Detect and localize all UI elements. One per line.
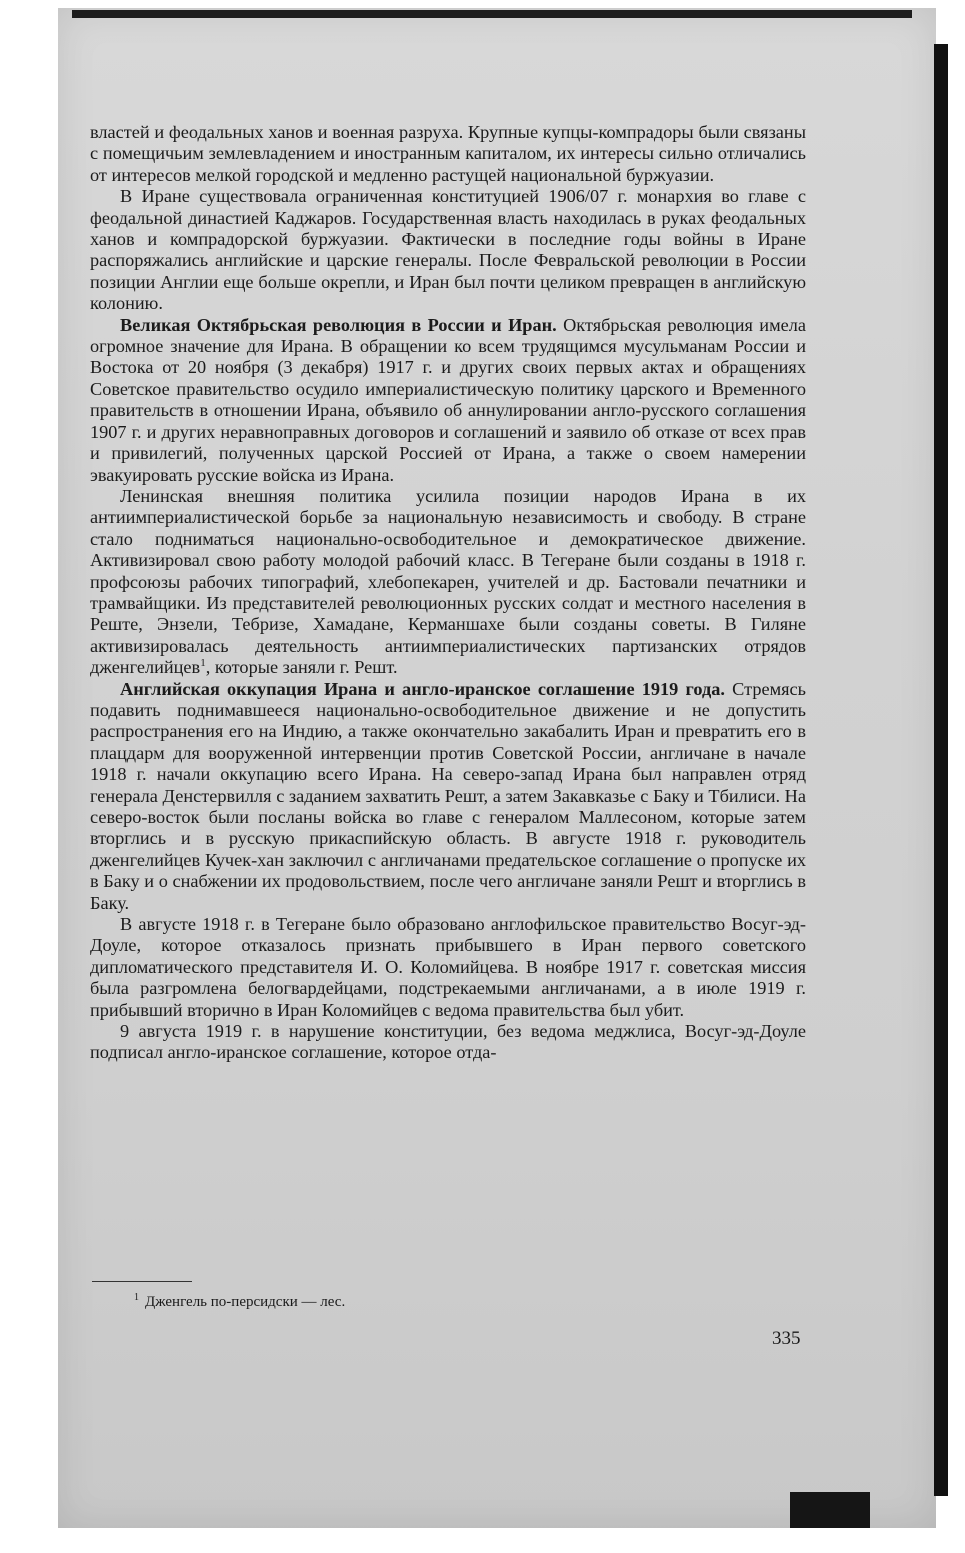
paragraph-5: Английская оккупация Ирана и англо-иранское соглашение 1919 года. Стремясь подавить поднимавшееся национально-освободительное движение и не допустить распространения его на Индию, а также окончательно закабалить Иран и превратить его в плацдарм для вооруженной интервенции против Советской России, англичане в начале 1918 г. начали оккупацию всего Ирана. На северо-запад Ирана был направлен отряд генерала Денстервилля с заданием захватить Решт, а затем Закавказье с Баку и Тбилиси. На северо-восток были посланы войска во главе с генералом Маллесоном, которые затем вторглись и в русскую прикаспийскую область. В августе 1918 г. руководитель дженгелийцев Кучек-хан заключил с англичанами предательское соглашение о пропуске их в Баку и о снабжении их продовольствием, после чего англичане заняли Решт и вторглись в Баку.	[90, 678, 807, 913]
paragraph-3: Великая Октябрьская революция в России и Иран. Октябрьская революция имела огромное значение для Ирана. В обращении ко всем трудящимся мусульманам России и Востока от 20 ноября (3 декабря) 1917 г. и других своих первых актах и обращениях Советское правительство осудило империалистическую политику царского и Временного правительств в отношении Ирана, объявило об аннулировании англо-русского соглашения 1907 г. и других неравноправных договоров и соглашений и заявило об отказе от всех прав и привилегий, полученных царской Россией от Ирана, а также о своем намерении эвакуировать русские войска из Ирана.	[90, 314, 807, 485]
paragraph-4: Ленинская внешняя политика усилила позиции народов Ирана в их антиимпериалистической борьбе за национальную независимость и свободу. В стране стало подниматься национально-освободительное и демократическое движение. Активизировал свою работу молодой рабочий класс. В Тегеране были созданы в 1918 г. профсоюзы рабочих типографий, хлебопекарен, учителей и др. Бастовали печатники и трамвайщики. Из представителей революционных русских солдат и местного населения в Реште, Энзели, Тебризе, Хамадане, Керманшахе были созданы советы. В Гиляне активизировалась деятельность антиимпериалистических партизанских отрядов дженгелийцев$^1$, которые заняли г. Решт.	[90, 485, 806, 678]
footnote-text: Дженгель по-персидски — лес.	[145, 1294, 346, 1310]
footnote-ref: 1	[200, 657, 206, 670]
scan-edge-right	[934, 44, 948, 1496]
paragraph-7: 9 августа 1919 г. в нарушение конституции, без ведома меджлиса, Восуг-эд-Доуле подписал англо-иранское соглашение, которое отда-	[90, 1021, 806, 1063]
footnote-rule	[92, 1281, 192, 1282]
scan-edge-top	[72, 10, 912, 18]
section-heading-october-revolution: Великая Октябрьская революция в России и Иран.	[120, 314, 557, 335]
paragraph-2: В Иране существовала ограниченная конституцией 1906/07 г. монархия во главе с феодальной династией Каджаров. Государственная власть находилась в руках феодальных ханов и компрадорской буржуазии. Фактически в последние годы войны в Иране распоряжались английские и царские генералы. После Февральской революции в России позиции Англии еще больше окрепли, и Иран был почти целиком превращен в английскую колонию.	[90, 186, 806, 314]
paragraph-6: В августе 1918 г. в Тегеране было образовано англофильское правительство Восуг-эд-Доуле, которое отказалось признать прибывшего в Иран первого советского дипломатического представителя И. О. Коломийцева. В ноябре 1917 г. советская миссия была разгромлена белогвардейцами, подстрекаемыми англичанами, а в июле 1919 г. прибывший вторично в Иран Коломийцев с ведома правительства был убит.	[90, 914, 806, 1020]
paragraph-1: властей и феодальных ханов и военная разруха. Крупные купцы-компрадоры были связаны с помещичьим землевладением и иностранным капиталом, их интересы сильно отличались от интересов мелкой городской и медленно растущей национальной буржуазии.	[90, 122, 806, 185]
page-number: 335	[772, 1328, 801, 1349]
body-text	[90, 122, 806, 1064]
footnote-mark: 1	[134, 1292, 139, 1303]
section-heading-english-occupation: Английская оккупация Ирана и англо-иранское соглашение 1919 года.	[120, 678, 725, 699]
scan-edge-bottom	[790, 1492, 870, 1528]
footnote	[134, 1292, 345, 1311]
